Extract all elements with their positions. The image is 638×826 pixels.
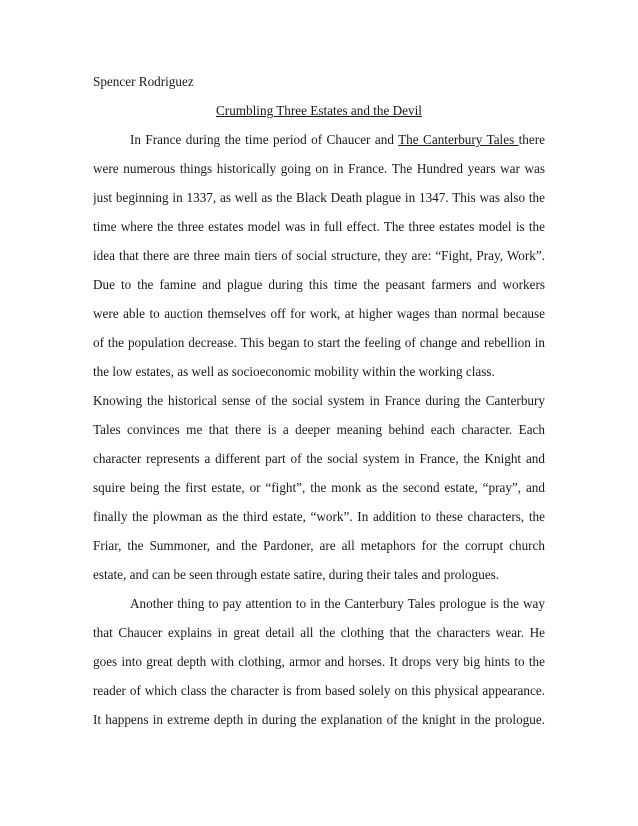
paragraph-2-line-5: It happens in extreme depth in during the explanation of the knight in the prologue.: [93, 712, 545, 727]
paragraph-1-line-7: were able to auction themselves off for work, at higher wages than normal because: [93, 306, 545, 321]
paragraph-1-line-11: Tales convinces me that there is a deeper meaning behind each character. Each: [93, 422, 545, 437]
paragraph-1-line-1: [130, 130, 545, 150]
paragraph-1-line-1-pre: In France during the time period of Chaucer and: [130, 132, 399, 147]
paragraph-1-line-8: of the population decrease. This began to start the feeling of change and rebellion in: [93, 335, 545, 350]
paragraph-1-line-10: Knowing the historical sense of the social system in France during the Canterbury: [93, 393, 545, 408]
paragraph-1-line-12: character represents a different part of the social system in France, the Knight and: [93, 451, 545, 466]
paragraph-1-line-15: Friar, the Summoner, and the Pardoner, are all metaphors for the corrupt church: [93, 538, 545, 553]
paragraph-1-line-6: Due to the famine and plague during this time the peasant farmers and workers: [93, 277, 545, 292]
paragraph-1-line-4: time where the three estates model was in full effect. The three estates model is the: [93, 219, 545, 234]
paragraph-1-line-1-post: there: [518, 132, 545, 147]
author-name: Spencer Rodriguez: [93, 74, 194, 89]
paragraph-1-line-9: the low estates, as well as socioeconomic mobility within the working class.: [93, 364, 495, 379]
paragraph-1-line-13: squire being the first estate, or “fight”, the monk as the second estate, “pray”, and: [93, 480, 545, 495]
essay-title: Crumbling Three Estates and the Devil: [216, 103, 422, 118]
paragraph-2-line-4: reader of which class the character is from based solely on this physical appearance.: [93, 683, 545, 698]
paragraph-1-line-14: finally the plowman as the third estate, “work”. In addition to these characters, the: [93, 509, 545, 524]
paragraph-1-line-3: just beginning in 1337, as well as the Black Death plague in 1347. This was also the: [93, 190, 545, 205]
paragraph-2-line-3: goes into great depth with clothing, armor and horses. It drops very big hints to the: [93, 654, 545, 669]
book-title-reference: The Canterbury Tales: [398, 132, 519, 147]
paragraph-1-line-5: idea that there are three main tiers of social structure, they are: “Fight, Pray, Work”.: [93, 248, 545, 263]
paragraph-2-line-2: that Chaucer explains in great detail all the clothing that the characters wear. He: [93, 625, 545, 640]
paragraph-1-line-16: estate, and can be seen through estate satire, during their tales and prologues.: [93, 567, 500, 582]
paragraph-2-line-1: Another thing to pay attention to in the Canterbury Tales prologue is the way: [130, 596, 545, 611]
paragraph-1-line-2: were numerous things historically going on in France. The Hundred years war was: [93, 161, 545, 176]
